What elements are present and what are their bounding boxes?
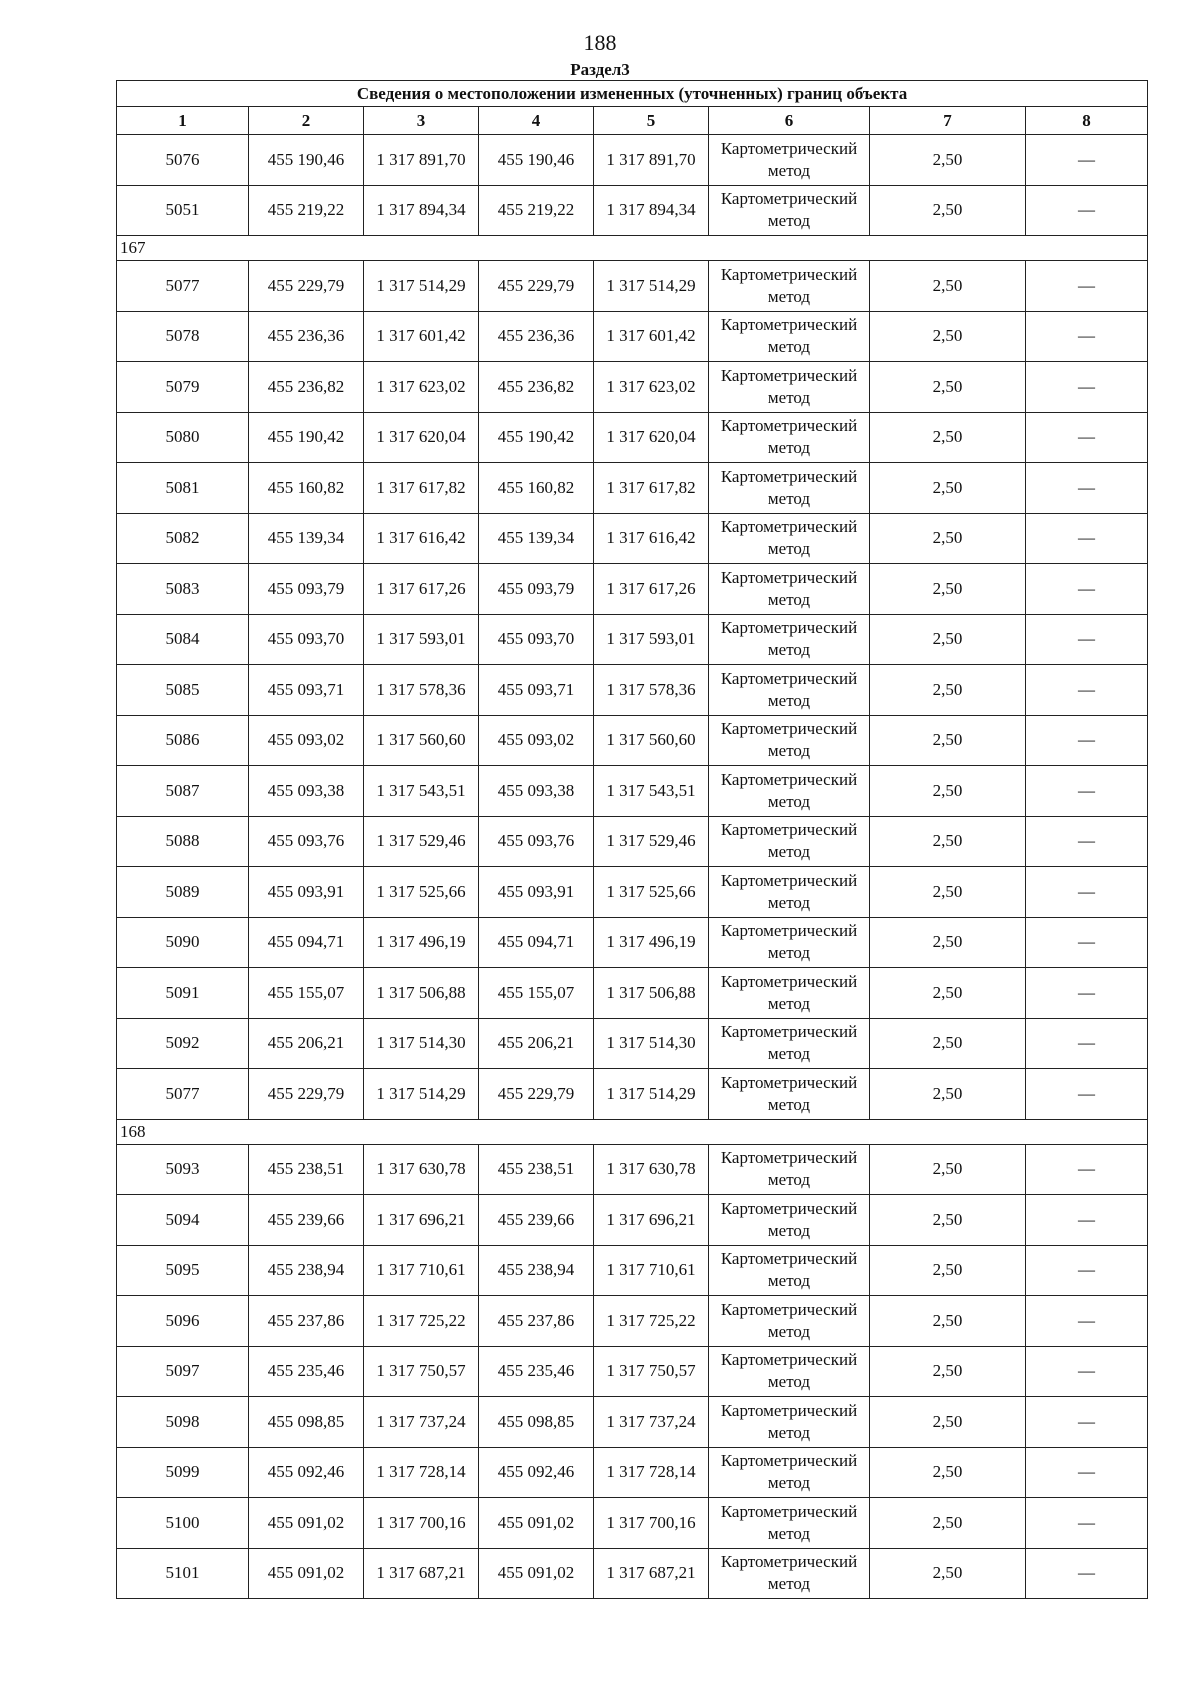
table-cell: 1 317 543,51	[594, 766, 709, 817]
parcel-group-row	[117, 1119, 1148, 1144]
table-cell: 1 317 593,01	[364, 614, 479, 665]
table-cell: —	[1026, 311, 1148, 362]
table-cell: —	[1026, 968, 1148, 1019]
table-cell: —	[1026, 766, 1148, 817]
table-cell: 455 091,02	[249, 1548, 364, 1599]
table-cell: Картометрический метод	[709, 1498, 870, 1549]
table-cell: 1 317 529,46	[364, 816, 479, 867]
table-cell: 455 092,46	[249, 1447, 364, 1498]
table-cell: 5099	[117, 1447, 249, 1498]
table-cell: —	[1026, 614, 1148, 665]
table-cell: 5077	[117, 261, 249, 312]
table-row	[117, 362, 1148, 413]
table-cell: 455 139,34	[479, 513, 594, 564]
table-cell: 455 093,79	[479, 564, 594, 615]
table-cell: 5087	[117, 766, 249, 817]
table-cell: 2,50	[870, 362, 1026, 413]
table-cell: 2,50	[870, 412, 1026, 463]
column-number: 2	[249, 107, 364, 135]
table-row	[117, 185, 1148, 236]
table-cell: 455 239,66	[249, 1195, 364, 1246]
table-cell: 5098	[117, 1397, 249, 1448]
table-cell: Картометрический метод	[709, 1195, 870, 1246]
table-cell: 1 317 543,51	[364, 766, 479, 817]
table-cell: 2,50	[870, 1397, 1026, 1448]
table-row	[117, 766, 1148, 817]
table-cell: 1 317 617,26	[594, 564, 709, 615]
table-cell: 455 229,79	[479, 261, 594, 312]
table-cell: —	[1026, 1548, 1148, 1599]
table-cell: —	[1026, 564, 1148, 615]
table-cell: 1 317 617,26	[364, 564, 479, 615]
table-cell: Картометрический метод	[709, 311, 870, 362]
table-cell: —	[1026, 1296, 1148, 1347]
table-cell: 1 317 891,70	[364, 135, 479, 186]
table-row	[117, 614, 1148, 665]
parcel-group-label: 168	[117, 1119, 1148, 1144]
column-number: 8	[1026, 107, 1148, 135]
table-cell: 5089	[117, 867, 249, 918]
table-cell: 2,50	[870, 261, 1026, 312]
table-cell: 1 317 525,66	[364, 867, 479, 918]
table-cell: 455 229,79	[479, 1069, 594, 1120]
table-cell: —	[1026, 1195, 1148, 1246]
table-cell: 455 160,82	[249, 463, 364, 514]
table-row	[117, 463, 1148, 514]
table-cell: 455 093,38	[479, 766, 594, 817]
table-cell: Картометрический метод	[709, 968, 870, 1019]
table-cell: 2,50	[870, 564, 1026, 615]
table-cell: 1 317 578,36	[594, 665, 709, 716]
table-cell: Картометрический метод	[709, 917, 870, 968]
table-row	[117, 1018, 1148, 1069]
table-cell: 2,50	[870, 766, 1026, 817]
table-cell: 5091	[117, 968, 249, 1019]
table-row	[117, 665, 1148, 716]
table-cell: 1 317 601,42	[594, 311, 709, 362]
table-cell: 455 190,46	[479, 135, 594, 186]
table-cell: 455 236,82	[479, 362, 594, 413]
table-row	[117, 261, 1148, 312]
table-cell: 1 317 630,78	[594, 1144, 709, 1195]
table-cell: 1 317 750,57	[364, 1346, 479, 1397]
table-row	[117, 513, 1148, 564]
table-cell: 1 317 630,78	[364, 1144, 479, 1195]
table-cell: Картометрический метод	[709, 614, 870, 665]
table-row	[117, 564, 1148, 615]
table-cell: 1 317 506,88	[364, 968, 479, 1019]
table-cell: 2,50	[870, 1018, 1026, 1069]
table-cell: 455 093,76	[249, 816, 364, 867]
table-cell: —	[1026, 715, 1148, 766]
table-cell: Картометрический метод	[709, 513, 870, 564]
table-cell: 5097	[117, 1346, 249, 1397]
table-cell: 5101	[117, 1548, 249, 1599]
table-cell: —	[1026, 665, 1148, 716]
table-cell: Картометрический метод	[709, 1548, 870, 1599]
table-cell: 1 317 687,21	[364, 1548, 479, 1599]
table-cell: 1 317 710,61	[594, 1245, 709, 1296]
table-cell: 455 092,46	[479, 1447, 594, 1498]
table-cell: 1 317 623,02	[594, 362, 709, 413]
table-cell: 1 317 687,21	[594, 1548, 709, 1599]
table-cell: 455 094,71	[479, 917, 594, 968]
table-cell: 455 229,79	[249, 261, 364, 312]
table-cell: Картометрический метод	[709, 1346, 870, 1397]
table-cell: Картометрический метод	[709, 665, 870, 716]
table-cell: 455 155,07	[479, 968, 594, 1019]
table-cell: 2,50	[870, 1498, 1026, 1549]
table-cell: —	[1026, 412, 1148, 463]
coordinates-table	[116, 80, 1148, 1599]
table-row	[117, 311, 1148, 362]
table-cell: 455 091,02	[479, 1498, 594, 1549]
parcel-group-label: 167	[117, 236, 1148, 261]
table-cell: 5094	[117, 1195, 249, 1246]
table-cell: Картометрический метод	[709, 1144, 870, 1195]
table-cell: 455 093,70	[249, 614, 364, 665]
table-cell: 5093	[117, 1144, 249, 1195]
table-cell: 2,50	[870, 917, 1026, 968]
table-row	[117, 968, 1148, 1019]
column-number: 6	[709, 107, 870, 135]
table-cell: 1 317 601,42	[364, 311, 479, 362]
table-cell: 1 317 728,14	[594, 1447, 709, 1498]
table-cell: 5096	[117, 1296, 249, 1347]
table-row	[117, 917, 1148, 968]
table-cell: 5051	[117, 185, 249, 236]
table-cell: 1 317 496,19	[364, 917, 479, 968]
table-cell: 1 317 514,30	[364, 1018, 479, 1069]
table-row	[117, 1069, 1148, 1120]
table-cell: 1 317 700,16	[364, 1498, 479, 1549]
table-cell: 2,50	[870, 135, 1026, 186]
table-cell: 455 190,42	[479, 412, 594, 463]
table-cell: 2,50	[870, 311, 1026, 362]
table-cell: 455 238,51	[249, 1144, 364, 1195]
table-cell: —	[1026, 513, 1148, 564]
table-cell: 455 235,46	[479, 1346, 594, 1397]
table-cell: 455 093,71	[479, 665, 594, 716]
table-cell: 5085	[117, 665, 249, 716]
table-cell: 5076	[117, 135, 249, 186]
table-cell: 5090	[117, 917, 249, 968]
table-cell: Картометрический метод	[709, 867, 870, 918]
table-cell: 455 093,02	[479, 715, 594, 766]
table-cell: 455 190,46	[249, 135, 364, 186]
table-cell: 5079	[117, 362, 249, 413]
table-cell: 1 317 506,88	[594, 968, 709, 1019]
table-cell: 1 317 617,82	[364, 463, 479, 514]
table-cell: 1 317 725,22	[594, 1296, 709, 1347]
table-cell: 455 236,82	[249, 362, 364, 413]
table-cell: 2,50	[870, 1346, 1026, 1397]
column-number: 7	[870, 107, 1026, 135]
table-cell: 1 317 560,60	[364, 715, 479, 766]
table-cell: —	[1026, 1346, 1148, 1397]
table-cell: 1 317 496,19	[594, 917, 709, 968]
table-cell: 1 317 696,21	[364, 1195, 479, 1246]
table-cell: Картометрический метод	[709, 135, 870, 186]
table-row	[117, 1498, 1148, 1549]
column-number-row	[117, 107, 1148, 135]
table-cell: 1 317 617,82	[594, 463, 709, 514]
table-cell: 1 317 737,24	[364, 1397, 479, 1448]
table-body	[117, 135, 1148, 1599]
table-cell: 455 093,70	[479, 614, 594, 665]
table-cell: 455 219,22	[249, 185, 364, 236]
table-cell: 1 317 593,01	[594, 614, 709, 665]
table-cell: 455 091,02	[249, 1498, 364, 1549]
table-row	[117, 867, 1148, 918]
table-row	[117, 1195, 1148, 1246]
table-cell: 1 317 725,22	[364, 1296, 479, 1347]
column-number: 4	[479, 107, 594, 135]
table-cell: —	[1026, 1397, 1148, 1448]
table-cell: 455 219,22	[479, 185, 594, 236]
table-row	[117, 1397, 1148, 1448]
table-cell: —	[1026, 917, 1148, 968]
table-cell: 5095	[117, 1245, 249, 1296]
table-cell: 5080	[117, 412, 249, 463]
table-cell: 455 206,21	[479, 1018, 594, 1069]
table-cell: 1 317 891,70	[594, 135, 709, 186]
table-cell: 455 236,36	[479, 311, 594, 362]
table-cell: 5084	[117, 614, 249, 665]
table-cell: Картометрический метод	[709, 564, 870, 615]
table-caption: Сведения о местоположении измененных (уточненных) границ объекта	[117, 81, 1148, 107]
table-cell: 1 317 529,46	[594, 816, 709, 867]
table-cell: Картометрический метод	[709, 1245, 870, 1296]
table-cell: —	[1026, 185, 1148, 236]
table-cell: 455 093,38	[249, 766, 364, 817]
table-cell: Картометрический метод	[709, 816, 870, 867]
table-cell: 1 317 514,29	[364, 1069, 479, 1120]
table-cell: 1 317 623,02	[364, 362, 479, 413]
table-cell: 455 238,94	[249, 1245, 364, 1296]
table-cell: 455 206,21	[249, 1018, 364, 1069]
table-cell: Картометрический метод	[709, 715, 870, 766]
table-cell: —	[1026, 261, 1148, 312]
table-cell: 2,50	[870, 665, 1026, 716]
table-cell: 2,50	[870, 1069, 1026, 1120]
table-cell: Картометрический метод	[709, 1018, 870, 1069]
table-cell: 2,50	[870, 1296, 1026, 1347]
table-cell: —	[1026, 816, 1148, 867]
table-cell: 5086	[117, 715, 249, 766]
table-cell: 1 317 514,29	[364, 261, 479, 312]
table-cell: 5092	[117, 1018, 249, 1069]
table-cell: Картометрический метод	[709, 362, 870, 413]
table-row	[117, 412, 1148, 463]
table-cell: —	[1026, 1498, 1148, 1549]
table-cell: 455 093,79	[249, 564, 364, 615]
table-cell: 1 317 514,29	[594, 1069, 709, 1120]
table-row	[117, 1296, 1148, 1347]
table-cell: —	[1026, 1447, 1148, 1498]
parcel-group-row	[117, 236, 1148, 261]
table-cell: 455 093,76	[479, 816, 594, 867]
table-row	[117, 816, 1148, 867]
table-cell: 2,50	[870, 513, 1026, 564]
table-cell: 2,50	[870, 614, 1026, 665]
table-row	[117, 135, 1148, 186]
table-cell: Картометрический метод	[709, 261, 870, 312]
table-row	[117, 1245, 1148, 1296]
table-cell: 1 317 737,24	[594, 1397, 709, 1448]
table-cell: 455 094,71	[249, 917, 364, 968]
table-cell: 1 317 616,42	[594, 513, 709, 564]
table-cell: 1 317 710,61	[364, 1245, 479, 1296]
table-cell: 2,50	[870, 867, 1026, 918]
table-cell: 1 317 525,66	[594, 867, 709, 918]
table-cell: 2,50	[870, 463, 1026, 514]
table-cell: 5077	[117, 1069, 249, 1120]
table-cell: 2,50	[870, 968, 1026, 1019]
table-cell: 1 317 894,34	[364, 185, 479, 236]
column-number: 5	[594, 107, 709, 135]
table-cell: 455 093,91	[479, 867, 594, 918]
table-cell: 1 317 578,36	[364, 665, 479, 716]
table-cell: —	[1026, 1018, 1148, 1069]
table-cell: 5082	[117, 513, 249, 564]
table-cell: Картометрический метод	[709, 1069, 870, 1120]
table-cell: Картометрический метод	[709, 1296, 870, 1347]
table-cell: 455 229,79	[249, 1069, 364, 1120]
table-cell: —	[1026, 463, 1148, 514]
table-row	[117, 1144, 1148, 1195]
table-cell: 2,50	[870, 1195, 1026, 1246]
table-cell: 455 093,71	[249, 665, 364, 716]
table-cell: —	[1026, 362, 1148, 413]
table-cell: —	[1026, 1069, 1148, 1120]
table-cell: 1 317 700,16	[594, 1498, 709, 1549]
column-number: 3	[364, 107, 479, 135]
table-cell: 2,50	[870, 1447, 1026, 1498]
table-caption-row	[117, 81, 1148, 107]
section-title: Раздел3	[570, 60, 630, 79]
table-cell: —	[1026, 1144, 1148, 1195]
table-cell: —	[1026, 1245, 1148, 1296]
table-cell: 1 317 514,29	[594, 261, 709, 312]
table-cell: 5100	[117, 1498, 249, 1549]
table-row	[117, 1447, 1148, 1498]
table-cell: 1 317 620,04	[594, 412, 709, 463]
table-cell: 2,50	[870, 715, 1026, 766]
table-cell: Картометрический метод	[709, 1447, 870, 1498]
table-cell: 455 098,85	[479, 1397, 594, 1448]
table-cell: 455 237,86	[249, 1296, 364, 1347]
table-cell: 455 235,46	[249, 1346, 364, 1397]
table-cell: 5088	[117, 816, 249, 867]
table-cell: Картометрический метод	[709, 766, 870, 817]
table-cell: 1 317 560,60	[594, 715, 709, 766]
table-cell: Картометрический метод	[709, 185, 870, 236]
table-cell: 455 238,94	[479, 1245, 594, 1296]
table-cell: 5078	[117, 311, 249, 362]
table-cell: 455 093,02	[249, 715, 364, 766]
table-cell: 1 317 750,57	[594, 1346, 709, 1397]
column-number: 1	[117, 107, 249, 135]
table-cell: 5081	[117, 463, 249, 514]
table-cell: Картометрический метод	[709, 412, 870, 463]
page-number: 188	[583, 30, 617, 55]
table-cell: 455 237,86	[479, 1296, 594, 1347]
table-cell: 455 160,82	[479, 463, 594, 514]
table-cell: 2,50	[870, 1245, 1026, 1296]
table-cell: 1 317 514,30	[594, 1018, 709, 1069]
table-cell: 2,50	[870, 1144, 1026, 1195]
table-cell: 2,50	[870, 816, 1026, 867]
table-cell: 1 317 894,34	[594, 185, 709, 236]
table-cell: Картометрический метод	[709, 1397, 870, 1448]
table-cell: 455 155,07	[249, 968, 364, 1019]
table-cell: 1 317 620,04	[364, 412, 479, 463]
table-row	[117, 715, 1148, 766]
table-cell: Картометрический метод	[709, 463, 870, 514]
table-cell: 1 317 696,21	[594, 1195, 709, 1246]
table-cell: 2,50	[870, 185, 1026, 236]
table-cell: 455 190,42	[249, 412, 364, 463]
table-cell: 2,50	[870, 1548, 1026, 1599]
table-cell: 455 093,91	[249, 867, 364, 918]
table-cell: 455 139,34	[249, 513, 364, 564]
table-row	[117, 1346, 1148, 1397]
table-cell: 5083	[117, 564, 249, 615]
table-row	[117, 1548, 1148, 1599]
table-cell: 455 091,02	[479, 1548, 594, 1599]
table-cell: 455 236,36	[249, 311, 364, 362]
table-cell: 455 098,85	[249, 1397, 364, 1448]
table-cell: 1 317 616,42	[364, 513, 479, 564]
table-cell: —	[1026, 867, 1148, 918]
table-cell: 455 239,66	[479, 1195, 594, 1246]
table-cell: —	[1026, 135, 1148, 186]
table-cell: 455 238,51	[479, 1144, 594, 1195]
table-cell: 1 317 728,14	[364, 1447, 479, 1498]
